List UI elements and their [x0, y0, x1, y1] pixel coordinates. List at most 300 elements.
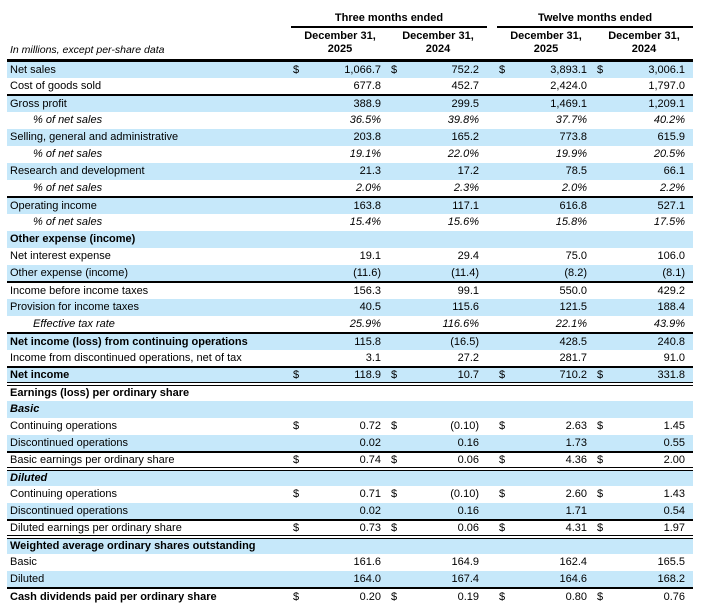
cell-value: 1.71 — [515, 503, 595, 520]
group-gap — [487, 520, 497, 537]
currency-symbol — [595, 265, 613, 282]
cell-value: 39.8% — [447, 114, 479, 126]
cell-value: 2.63 — [565, 420, 587, 432]
currency-symbol — [389, 333, 407, 350]
cell-value: 1,209.1 — [613, 95, 693, 112]
cell-value: 121.5 — [515, 299, 595, 316]
currency-symbol — [497, 435, 515, 452]
cell-value — [515, 537, 595, 554]
section-header-row — [7, 384, 693, 401]
currency-symbol — [389, 231, 407, 248]
cell-value: 116.6% — [442, 317, 479, 330]
currency-symbol — [389, 503, 407, 520]
row-label: % of net sales — [33, 181, 103, 194]
cell-value: 299.5 — [407, 95, 487, 112]
cell-value: 15.6% — [447, 216, 479, 228]
currency-symbol: $ — [391, 420, 398, 432]
currency-symbol — [497, 316, 515, 333]
table-row — [7, 129, 693, 146]
cell-value: 168.2 — [613, 571, 693, 588]
cell-value: 452.7 — [451, 79, 479, 92]
cell-value: (0.10) — [450, 420, 479, 432]
currency-symbol — [595, 214, 613, 231]
cell-value — [309, 384, 389, 401]
cell-value: 22.1% — [555, 317, 587, 330]
row-label: Discontinued operations — [7, 435, 291, 452]
currency-symbol — [497, 146, 515, 163]
cell-value: 4.36 — [515, 452, 595, 469]
currency-symbol — [389, 95, 407, 112]
currency-symbol — [389, 129, 407, 146]
cell-value: 106.0 — [657, 250, 686, 262]
cell-value: 115.6 — [407, 299, 487, 316]
table-row — [7, 418, 693, 435]
row-label: Weighted average ordinary shares outstanding — [7, 537, 291, 554]
currency-symbol — [595, 282, 613, 299]
row-label: Net sales — [7, 61, 291, 78]
currency-symbol — [497, 95, 515, 112]
cell-value: 115.8 — [309, 333, 389, 350]
currency-symbol — [291, 214, 309, 231]
currency-symbol — [389, 299, 407, 316]
group-gap — [487, 401, 497, 418]
currency-symbol: $ — [497, 520, 515, 537]
group-gap — [487, 537, 497, 554]
table-row — [7, 163, 693, 180]
cell-value: 2.0% — [355, 181, 381, 194]
currency-symbol — [595, 129, 613, 146]
row-label: Operating income — [7, 197, 291, 214]
cell-value: 1,066.7 — [309, 61, 389, 78]
currency-symbol: $ — [389, 520, 407, 537]
currency-symbol: $ — [497, 61, 515, 78]
cell-value: 616.8 — [515, 197, 595, 214]
group-gap — [487, 333, 497, 350]
cell-value — [515, 384, 595, 401]
row-label: % of net sales — [33, 216, 103, 228]
currency-symbol — [389, 571, 407, 588]
cell-value — [309, 231, 389, 248]
currency-symbol — [389, 282, 407, 299]
currency-symbol — [497, 265, 515, 282]
currency-symbol — [595, 503, 613, 520]
table-row — [7, 248, 693, 265]
cell-value: 2.60 — [565, 488, 587, 500]
currency-symbol — [595, 146, 613, 163]
cell-value: 428.5 — [515, 333, 595, 350]
currency-symbol — [389, 401, 407, 418]
currency-symbol — [291, 401, 309, 418]
cell-value: 0.80 — [515, 588, 595, 605]
group-gap — [487, 588, 497, 605]
group-gap — [487, 299, 497, 316]
cell-value — [309, 469, 389, 486]
cell-value: 0.06 — [407, 520, 487, 537]
cell-value: 66.1 — [613, 163, 693, 180]
currency-symbol — [497, 129, 515, 146]
date-line-1: December 31, — [402, 30, 474, 42]
currency-symbol — [497, 401, 515, 418]
cell-value: 240.8 — [613, 333, 693, 350]
table-row — [7, 180, 693, 197]
cell-value: 550.0 — [515, 282, 595, 299]
table-row — [7, 197, 693, 214]
cell-value: 19.1% — [349, 148, 381, 160]
date-line-1: December 31, — [510, 30, 582, 42]
currency-symbol: $ — [291, 520, 309, 537]
currency-symbol — [595, 571, 613, 588]
cell-value: 17.2 — [407, 163, 487, 180]
currency-symbol — [291, 503, 309, 520]
currency-symbol — [389, 435, 407, 452]
currency-symbol — [595, 537, 613, 554]
currency-symbol — [291, 537, 309, 554]
cell-value: 188.4 — [613, 299, 693, 316]
currency-symbol — [291, 384, 309, 401]
group-gap — [487, 384, 497, 401]
group-gap — [487, 265, 497, 282]
cell-value: 615.9 — [613, 129, 693, 146]
group-gap — [487, 367, 497, 384]
cell-value: 0.73 — [309, 520, 389, 537]
currency-symbol: $ — [291, 61, 309, 78]
cell-value: 20.5% — [653, 148, 686, 160]
table-row — [7, 282, 693, 299]
row-label: Gross profit — [7, 95, 291, 112]
cell-value: 165.2 — [407, 129, 487, 146]
table-row — [7, 333, 693, 350]
income-statement-body — [7, 61, 693, 605]
currency-symbol: $ — [291, 452, 309, 469]
cell-value — [407, 537, 487, 554]
cell-value — [613, 469, 693, 486]
currency-symbol: $ — [293, 420, 300, 432]
group-gap — [487, 571, 497, 588]
row-label: Net income — [7, 367, 291, 384]
currency-symbol — [389, 180, 407, 197]
cell-value — [515, 469, 595, 486]
table-row — [7, 588, 693, 605]
table-row — [7, 61, 693, 78]
cell-value: 752.2 — [407, 61, 487, 78]
currency-symbol: $ — [389, 452, 407, 469]
cell-value: 0.19 — [407, 588, 487, 605]
group-gap — [487, 95, 497, 112]
currency-symbol — [291, 129, 309, 146]
row-label: Provision for income taxes — [7, 299, 291, 316]
currency-symbol — [595, 469, 613, 486]
currency-symbol — [497, 554, 515, 571]
cell-value: 99.1 — [407, 282, 487, 299]
cell-value: 1.97 — [613, 520, 693, 537]
group-gap — [487, 282, 497, 299]
cell-value — [515, 231, 595, 248]
currency-symbol — [389, 350, 407, 367]
cell-value: 0.76 — [613, 588, 693, 605]
cell-value: 0.55 — [613, 435, 693, 452]
cell-value: 17.5% — [653, 216, 686, 228]
currency-symbol: $ — [389, 588, 407, 605]
group-gap — [487, 112, 497, 129]
cell-value: 331.8 — [613, 367, 693, 384]
currency-symbol — [291, 554, 309, 571]
table-row — [7, 367, 693, 384]
cell-value: 21.3 — [309, 163, 389, 180]
currency-symbol — [497, 248, 515, 265]
cell-value: 15.8% — [555, 216, 587, 228]
group-gap — [487, 27, 497, 61]
cell-value: 0.16 — [407, 503, 487, 520]
currency-symbol — [291, 282, 309, 299]
currency-symbol: $ — [497, 452, 515, 469]
currency-symbol — [389, 146, 407, 163]
section-header-row — [7, 401, 693, 418]
group-gap — [487, 231, 497, 248]
cell-value: 1.73 — [515, 435, 595, 452]
date-line-2: 2024 — [631, 43, 657, 55]
currency-symbol — [389, 469, 407, 486]
row-label: Net interest expense — [10, 250, 111, 262]
cell-value: 22.0% — [447, 148, 479, 160]
currency-symbol: $ — [595, 588, 613, 605]
group-gap — [487, 214, 497, 231]
cell-value: 40.2% — [653, 114, 686, 126]
currency-symbol — [595, 248, 613, 265]
group-gap — [487, 146, 497, 163]
currency-symbol — [595, 333, 613, 350]
row-label: Diluted — [7, 469, 291, 486]
currency-symbol — [497, 112, 515, 129]
cell-value — [309, 537, 389, 554]
cell-value: 0.16 — [407, 435, 487, 452]
date-line-1: December 31, — [304, 30, 376, 42]
date-line-2: 2024 — [425, 43, 451, 55]
cell-value: 19.9% — [555, 148, 587, 160]
cell-value: 2.3% — [453, 181, 479, 194]
section-header-row — [7, 469, 693, 486]
cell-value: 165.5 — [657, 556, 686, 568]
cell-value: 164.0 — [309, 571, 389, 588]
cell-value: 1.45 — [663, 420, 686, 432]
cell-value: 0.74 — [309, 452, 389, 469]
table-row — [7, 112, 693, 129]
date-header-row — [7, 27, 693, 61]
table-row — [7, 299, 693, 316]
group-gap — [487, 503, 497, 520]
cell-value: 0.06 — [407, 452, 487, 469]
row-label: Income before income taxes — [7, 282, 291, 299]
cell-value: 2,424.0 — [550, 79, 587, 92]
currency-symbol — [291, 316, 309, 333]
cell-value: 0.71 — [359, 488, 381, 500]
header-spacer — [7, 9, 291, 27]
currency-symbol — [389, 112, 407, 129]
cell-value: 29.4 — [457, 250, 479, 262]
currency-symbol — [595, 95, 613, 112]
group-gap — [487, 469, 497, 486]
currency-symbol: $ — [597, 420, 604, 432]
table-row — [7, 503, 693, 520]
currency-symbol — [595, 401, 613, 418]
group-gap — [487, 61, 497, 78]
currency-symbol — [595, 554, 613, 571]
currency-symbol — [389, 197, 407, 214]
group-gap — [487, 435, 497, 452]
currency-symbol — [497, 163, 515, 180]
cell-value: 118.9 — [309, 367, 389, 384]
row-label: Cash dividends paid per ordinary share — [7, 588, 291, 605]
cell-value: 156.3 — [309, 282, 389, 299]
row-label: Other expense (income) — [7, 265, 291, 282]
cell-value: 36.5% — [349, 114, 381, 126]
group-gap — [487, 452, 497, 469]
currency-symbol — [497, 299, 515, 316]
currency-symbol — [291, 248, 309, 265]
table-row — [7, 214, 693, 231]
group-gap — [487, 554, 497, 571]
cell-value: 43.9% — [653, 317, 686, 330]
cell-value: 0.72 — [359, 420, 381, 432]
date-line-1: December 31, — [608, 30, 680, 42]
cell-value — [407, 401, 487, 418]
income-statement-table — [7, 9, 693, 605]
cell-value: 388.9 — [309, 95, 389, 112]
currency-symbol — [595, 384, 613, 401]
row-label: % of net sales — [33, 148, 103, 160]
group-gap — [487, 248, 497, 265]
cell-value — [407, 384, 487, 401]
group-gap — [487, 129, 497, 146]
section-header-row — [7, 231, 693, 248]
currency-symbol: $ — [499, 420, 506, 432]
currency-symbol — [389, 537, 407, 554]
cell-value: 27.2 — [457, 351, 479, 364]
row-label: Diluted — [7, 571, 291, 588]
three-months-group-header: Three months ended — [291, 9, 487, 27]
currency-symbol — [291, 350, 309, 367]
section-header-row — [7, 537, 693, 554]
cell-value: 710.2 — [515, 367, 595, 384]
currency-symbol: $ — [499, 488, 506, 500]
table-row — [7, 146, 693, 163]
cell-value: 0.54 — [613, 503, 693, 520]
cell-value: 677.8 — [353, 79, 381, 92]
cell-value: 1,797.0 — [648, 79, 686, 92]
cell-value: 2.00 — [613, 452, 693, 469]
cell-value: 164.6 — [515, 571, 595, 588]
currency-symbol: $ — [497, 367, 515, 384]
cell-value: 117.1 — [407, 197, 487, 214]
currency-symbol — [291, 299, 309, 316]
currency-symbol: $ — [595, 367, 613, 384]
currency-symbol — [291, 435, 309, 452]
currency-symbol — [595, 180, 613, 197]
cell-value: (11.6) — [309, 265, 389, 282]
table-row — [7, 435, 693, 452]
cell-value: 0.20 — [309, 588, 389, 605]
currency-symbol — [497, 282, 515, 299]
cell-value — [515, 401, 595, 418]
currency-symbol — [497, 214, 515, 231]
group-gap — [487, 197, 497, 214]
currency-symbol — [595, 78, 613, 95]
currency-symbol — [497, 231, 515, 248]
currency-symbol — [389, 78, 407, 95]
col-header-dec-2025-y — [497, 27, 595, 61]
row-label: % of net sales — [33, 114, 103, 126]
row-label: Basic — [10, 556, 37, 568]
cell-value — [613, 537, 693, 554]
table-row — [7, 486, 693, 503]
date-line-2: 2025 — [327, 43, 353, 55]
cell-value: 4.31 — [515, 520, 595, 537]
currency-symbol — [497, 350, 515, 367]
row-label: Basic earnings per ordinary share — [7, 452, 291, 469]
row-label: Other expense (income) — [7, 231, 291, 248]
currency-symbol — [497, 197, 515, 214]
currency-symbol: $ — [595, 452, 613, 469]
table-row — [7, 78, 693, 95]
currency-symbol — [595, 163, 613, 180]
currency-symbol — [497, 180, 515, 197]
currency-symbol — [595, 231, 613, 248]
row-label: Discontinued operations — [7, 503, 291, 520]
date-line-2: 2025 — [533, 43, 559, 55]
cell-value: 19.1 — [359, 250, 381, 262]
table-row — [7, 95, 693, 112]
currency-symbol — [291, 333, 309, 350]
cell-value — [309, 401, 389, 418]
row-label: Continuing operations — [10, 488, 118, 500]
row-label: Selling, general and administrative — [7, 129, 291, 146]
currency-symbol: $ — [497, 588, 515, 605]
cell-value: 25.9% — [349, 317, 381, 330]
currency-symbol — [389, 163, 407, 180]
cell-value: 203.8 — [309, 129, 389, 146]
group-gap — [487, 350, 497, 367]
group-gap — [487, 486, 497, 503]
table-row — [7, 571, 693, 588]
table-row — [7, 554, 693, 571]
currency-symbol — [497, 537, 515, 554]
table-row — [7, 452, 693, 469]
cell-value: 75.0 — [565, 250, 587, 262]
currency-symbol — [389, 384, 407, 401]
currency-symbol: $ — [291, 367, 309, 384]
cell-value: 162.4 — [559, 556, 587, 568]
cell-value: 2.0% — [561, 181, 587, 194]
cell-value: 37.7% — [555, 114, 587, 126]
row-label: Research and development — [7, 163, 291, 180]
col-header-dec-2025-q — [291, 27, 389, 61]
col-header-dec-2024-y — [595, 27, 693, 61]
cell-value: 773.8 — [515, 129, 595, 146]
cell-value: (8.2) — [515, 265, 595, 282]
cell-value: (0.10) — [450, 488, 479, 500]
group-gap — [487, 9, 497, 27]
group-gap — [487, 78, 497, 95]
group-gap — [487, 316, 497, 333]
cell-value — [613, 401, 693, 418]
cell-value: 164.9 — [451, 556, 479, 568]
cell-value: 3,893.1 — [515, 61, 595, 78]
cell-value: 10.7 — [407, 367, 487, 384]
currency-symbol — [389, 316, 407, 333]
currency-symbol: $ — [389, 367, 407, 384]
currency-symbol — [389, 554, 407, 571]
cell-value — [613, 231, 693, 248]
cell-value: 1.43 — [663, 488, 686, 500]
